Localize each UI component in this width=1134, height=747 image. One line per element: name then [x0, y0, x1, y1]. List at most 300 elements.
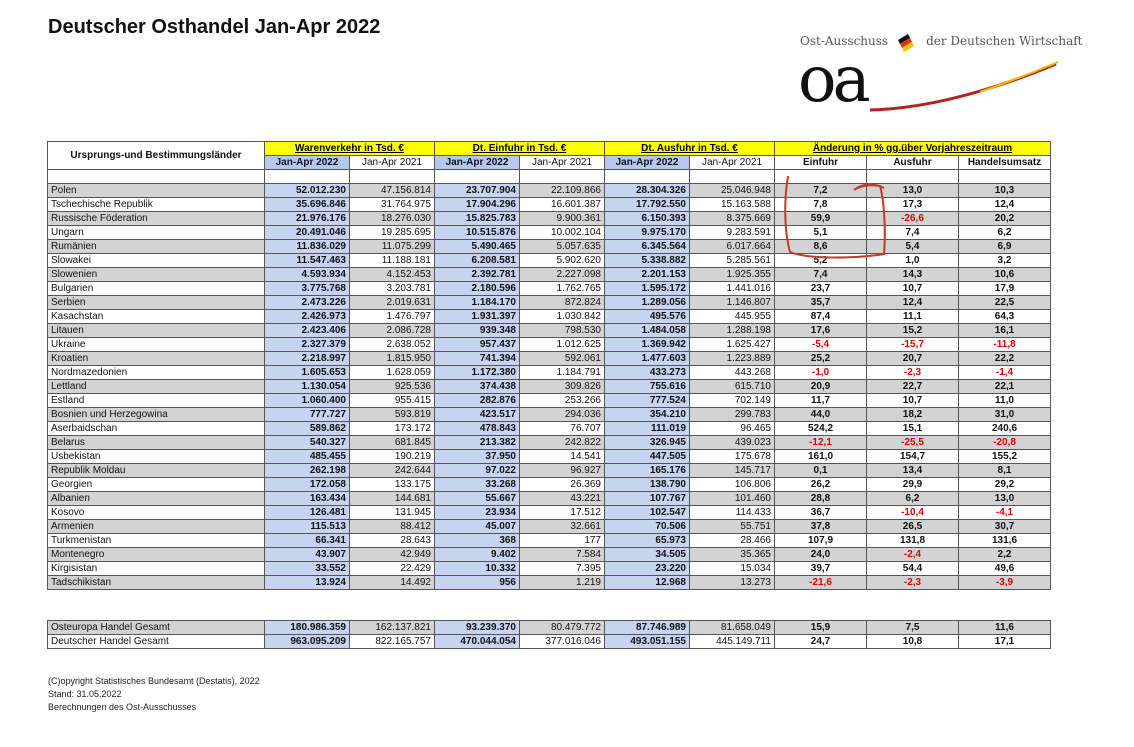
total-cell-2: 470.044.054	[435, 635, 520, 649]
subheader-5: Jan-Apr 2021	[690, 156, 775, 170]
data-cell-1: 2.086.728	[350, 324, 435, 338]
data-cell-7: 10,7	[867, 394, 959, 408]
data-cell-2: 5.490.465	[435, 240, 520, 254]
country-name: Russische Föderation	[48, 212, 265, 226]
data-cell-8: 64,3	[959, 310, 1051, 324]
spacer-cell	[605, 170, 690, 184]
data-cell-5: 439.023	[690, 436, 775, 450]
country-name: Bosnien und Herzegowina	[48, 408, 265, 422]
data-cell-6: 7,8	[775, 198, 867, 212]
data-cell-0: 66.341	[265, 534, 350, 548]
data-cell-0: 33.552	[265, 562, 350, 576]
country-name: Kirgisistan	[48, 562, 265, 576]
data-cell-4: 165.176	[605, 464, 690, 478]
spacer-cell	[867, 590, 959, 621]
data-cell-8: -20,8	[959, 436, 1051, 450]
table-row	[48, 492, 1051, 506]
data-cell-4: 495.576	[605, 310, 690, 324]
data-cell-4: 1.289.056	[605, 296, 690, 310]
spacer-cell	[959, 170, 1051, 184]
table-row	[48, 324, 1051, 338]
data-cell-5: 1.288.198	[690, 324, 775, 338]
data-cell-1: 955.415	[350, 394, 435, 408]
data-cell-1: 1.476.797	[350, 310, 435, 324]
data-cell-7: -15,7	[867, 338, 959, 352]
data-cell-7: -26,6	[867, 212, 959, 226]
group-header-einfuhr: Dt. Einfuhr in Tsd. €	[435, 142, 605, 156]
data-cell-5: 101.460	[690, 492, 775, 506]
data-cell-0: 2.426.973	[265, 310, 350, 324]
total-cell-0: 180.986.359	[265, 621, 350, 635]
subheader-2: Jan-Apr 2022	[435, 156, 520, 170]
data-cell-7: -10,4	[867, 506, 959, 520]
data-cell-2: 23.934	[435, 506, 520, 520]
subheader-1: Jan-Apr 2021	[350, 156, 435, 170]
data-cell-6: 24,0	[775, 548, 867, 562]
table-row	[48, 576, 1051, 590]
table-row	[48, 352, 1051, 366]
data-cell-0: 4.593.934	[265, 268, 350, 282]
country-name: Ukraine	[48, 338, 265, 352]
data-cell-7: 29,9	[867, 478, 959, 492]
data-cell-2: 368	[435, 534, 520, 548]
country-name: Kasachstan	[48, 310, 265, 324]
data-cell-0: 1.605.653	[265, 366, 350, 380]
data-cell-0: 3.775.768	[265, 282, 350, 296]
data-cell-0: 13.924	[265, 576, 350, 590]
data-cell-5: 1.625.427	[690, 338, 775, 352]
data-cell-5: 445.955	[690, 310, 775, 324]
data-cell-8: 22,1	[959, 380, 1051, 394]
spacer-cell	[690, 590, 775, 621]
table-row	[48, 548, 1051, 562]
spacer-cell	[48, 590, 265, 621]
data-cell-8: 20,2	[959, 212, 1051, 226]
data-cell-8: 155,2	[959, 450, 1051, 464]
data-cell-7: 13,4	[867, 464, 959, 478]
data-cell-1: 11.188.181	[350, 254, 435, 268]
data-cell-2: 1.184.170	[435, 296, 520, 310]
data-cell-5: 145.717	[690, 464, 775, 478]
data-cell-6: 5,1	[775, 226, 867, 240]
total-cell-8: 17,1	[959, 635, 1051, 649]
data-cell-6: 25,2	[775, 352, 867, 366]
data-cell-7: -2,3	[867, 366, 959, 380]
data-cell-0: 172.058	[265, 478, 350, 492]
data-cell-0: 126.481	[265, 506, 350, 520]
data-cell-7: -2,4	[867, 548, 959, 562]
footer-calc: Berechnungen des Ost-Ausschusses	[48, 702, 197, 712]
data-cell-2: 10.515.876	[435, 226, 520, 240]
data-cell-7: 7,4	[867, 226, 959, 240]
spacer-cell	[775, 590, 867, 621]
data-cell-3: 96.927	[520, 464, 605, 478]
data-cell-7: -2,3	[867, 576, 959, 590]
spacer-cell	[48, 170, 265, 184]
data-cell-1: 42.949	[350, 548, 435, 562]
data-cell-6: 107,9	[775, 534, 867, 548]
data-cell-3: 32.661	[520, 520, 605, 534]
data-cell-3: 43.221	[520, 492, 605, 506]
spacer-cell	[350, 170, 435, 184]
country-name: Tadschikistan	[48, 576, 265, 590]
data-cell-3: 17.512	[520, 506, 605, 520]
data-cell-0: 20.491.046	[265, 226, 350, 240]
data-cell-5: 106.806	[690, 478, 775, 492]
hand-drawn-annotation	[780, 170, 890, 265]
data-cell-2: 2.180.596	[435, 282, 520, 296]
data-cell-2: 1.931.397	[435, 310, 520, 324]
total-cell-8: 11,6	[959, 621, 1051, 635]
data-cell-7: 154,7	[867, 450, 959, 464]
country-name: Lettland	[48, 380, 265, 394]
data-cell-4: 5.338.882	[605, 254, 690, 268]
logo-swoosh-icon	[860, 58, 1060, 118]
group-header-ausfuhr: Dt. Ausfuhr in Tsd. €	[605, 142, 775, 156]
data-cell-3: 10.002.104	[520, 226, 605, 240]
country-name: Republik Moldau	[48, 464, 265, 478]
data-cell-7: 13,0	[867, 184, 959, 198]
data-cell-4: 107.767	[605, 492, 690, 506]
data-cell-8: 2,2	[959, 548, 1051, 562]
total-cell-1: 162.137.821	[350, 621, 435, 635]
data-cell-2: 478.843	[435, 422, 520, 436]
data-cell-8: 49,6	[959, 562, 1051, 576]
data-cell-4: 17.792.550	[605, 198, 690, 212]
data-cell-2: 33.268	[435, 478, 520, 492]
trade-table	[47, 141, 1051, 649]
data-cell-6: 59,9	[775, 212, 867, 226]
data-cell-4: 755.616	[605, 380, 690, 394]
logo-tagline-right: der Deutschen Wirtschaft	[926, 34, 1083, 48]
data-cell-5: 702.149	[690, 394, 775, 408]
country-name: Estland	[48, 394, 265, 408]
table-row	[48, 226, 1051, 240]
table-row	[48, 520, 1051, 534]
data-cell-3: 16.601.387	[520, 198, 605, 212]
data-cell-4: 28.304.326	[605, 184, 690, 198]
data-cell-5: 96.465	[690, 422, 775, 436]
data-cell-2: 957.437	[435, 338, 520, 352]
data-cell-1: 22.429	[350, 562, 435, 576]
table-row	[48, 436, 1051, 450]
table-row	[48, 408, 1051, 422]
data-cell-2: 23.707.904	[435, 184, 520, 198]
data-cell-4: 447.505	[605, 450, 690, 464]
ost-ausschuss-logo	[790, 30, 1090, 120]
total-cell-3: 80.479.772	[520, 621, 605, 635]
spacer-cell	[265, 170, 350, 184]
data-cell-3: 9.900.361	[520, 212, 605, 226]
data-cell-4: 1.595.172	[605, 282, 690, 296]
data-cell-2: 37.950	[435, 450, 520, 464]
subheader-7: Ausfuhr	[867, 156, 959, 170]
spacer-row	[48, 170, 1051, 184]
data-cell-0: 1.130.054	[265, 380, 350, 394]
country-name: Armenien	[48, 520, 265, 534]
data-cell-7: 22,7	[867, 380, 959, 394]
data-cell-0: 115.513	[265, 520, 350, 534]
data-cell-8: 16,1	[959, 324, 1051, 338]
data-cell-4: 6.345.564	[605, 240, 690, 254]
data-cell-1: 131.945	[350, 506, 435, 520]
country-name: Litauen	[48, 324, 265, 338]
data-cell-7: 5,4	[867, 240, 959, 254]
data-cell-0: 2.473.226	[265, 296, 350, 310]
data-cell-4: 1.484.058	[605, 324, 690, 338]
data-cell-1: 28.643	[350, 534, 435, 548]
table-row	[48, 268, 1051, 282]
data-cell-1: 1.628.059	[350, 366, 435, 380]
data-cell-3: 1.030.842	[520, 310, 605, 324]
data-cell-8: 12,4	[959, 198, 1051, 212]
row-header: Ursprungs-und Bestimmungsländer	[48, 142, 265, 170]
total-cell-6: 15,9	[775, 621, 867, 635]
data-cell-3: 14.541	[520, 450, 605, 464]
table-row	[48, 450, 1051, 464]
spacer-cell	[520, 170, 605, 184]
data-cell-8: -1,4	[959, 366, 1051, 380]
data-cell-5: 5.285.561	[690, 254, 775, 268]
country-name: Belarus	[48, 436, 265, 450]
spacer-cell	[435, 170, 520, 184]
page-title: Deutscher Osthandel Jan-Apr 2022	[48, 16, 381, 38]
data-cell-2: 45.007	[435, 520, 520, 534]
table-row	[48, 394, 1051, 408]
data-cell-3: 76.707	[520, 422, 605, 436]
country-name: Montenegro	[48, 548, 265, 562]
data-cell-0: 589.862	[265, 422, 350, 436]
data-cell-1: 133.175	[350, 478, 435, 492]
data-cell-3: 798.530	[520, 324, 605, 338]
data-cell-1: 144.681	[350, 492, 435, 506]
data-cell-3: 2.227.098	[520, 268, 605, 282]
table-row	[48, 254, 1051, 268]
table-row	[48, 366, 1051, 380]
data-cell-2: 939.348	[435, 324, 520, 338]
table-row	[48, 240, 1051, 254]
table-row	[48, 310, 1051, 324]
data-cell-0: 262.198	[265, 464, 350, 478]
data-cell-6: -12,1	[775, 436, 867, 450]
table-row	[48, 478, 1051, 492]
country-name: Deutscher Handel Gesamt	[48, 635, 265, 649]
data-cell-6: 5,2	[775, 254, 867, 268]
data-cell-7: 12,4	[867, 296, 959, 310]
data-cell-0: 52.012.230	[265, 184, 350, 198]
table-row	[48, 464, 1051, 478]
data-cell-8: -4,1	[959, 506, 1051, 520]
data-cell-7: 14,3	[867, 268, 959, 282]
data-cell-2: 956	[435, 576, 520, 590]
data-cell-5: 6.017.664	[690, 240, 775, 254]
country-name: Albanien	[48, 492, 265, 506]
data-cell-2: 2.392.781	[435, 268, 520, 282]
data-cell-7: 17,3	[867, 198, 959, 212]
table-row	[48, 422, 1051, 436]
data-cell-4: 65.973	[605, 534, 690, 548]
data-cell-2: 1.172.380	[435, 366, 520, 380]
data-cell-8: 11,0	[959, 394, 1051, 408]
data-cell-4: 326.945	[605, 436, 690, 450]
table-row	[48, 621, 1051, 635]
data-cell-3: 177	[520, 534, 605, 548]
data-cell-8: 17,9	[959, 282, 1051, 296]
spacer-cell	[350, 590, 435, 621]
data-cell-6: 36,7	[775, 506, 867, 520]
data-cell-6: 35,7	[775, 296, 867, 310]
country-name: Turkmenistan	[48, 534, 265, 548]
data-cell-1: 18.276.030	[350, 212, 435, 226]
data-cell-2: 97.022	[435, 464, 520, 478]
country-name: Usbekistan	[48, 450, 265, 464]
country-name: Polen	[48, 184, 265, 198]
data-cell-1: 19.285.695	[350, 226, 435, 240]
data-cell-4: 6.150.393	[605, 212, 690, 226]
data-cell-2: 15.825.783	[435, 212, 520, 226]
data-cell-4: 34.505	[605, 548, 690, 562]
country-name: Bulgarien	[48, 282, 265, 296]
spacer-cell	[520, 590, 605, 621]
table-row	[48, 562, 1051, 576]
data-cell-4: 138.790	[605, 478, 690, 492]
subheader-0: Jan-Apr 2022	[265, 156, 350, 170]
spacer-cell	[959, 590, 1051, 621]
spacer-cell	[265, 590, 350, 621]
subheader-3: Jan-Apr 2021	[520, 156, 605, 170]
data-cell-0: 43.907	[265, 548, 350, 562]
spacer-cell	[605, 590, 690, 621]
data-cell-3: 1.184.791	[520, 366, 605, 380]
data-cell-5: 28.466	[690, 534, 775, 548]
data-cell-5: 1.223.889	[690, 352, 775, 366]
subheader-8: Handelsumsatz	[959, 156, 1051, 170]
data-cell-0: 1.060.400	[265, 394, 350, 408]
data-cell-6: 17,6	[775, 324, 867, 338]
data-cell-1: 2.638.052	[350, 338, 435, 352]
country-name: Aserbaidschan	[48, 422, 265, 436]
data-cell-0: 485.455	[265, 450, 350, 464]
data-cell-3: 242.822	[520, 436, 605, 450]
data-cell-4: 111.019	[605, 422, 690, 436]
data-cell-4: 1.369.942	[605, 338, 690, 352]
data-cell-7: 18,2	[867, 408, 959, 422]
footer-copyright: (C)opyright Statistisches Bundesamt (Destatis), 2022	[48, 676, 260, 686]
data-cell-6: 26,2	[775, 478, 867, 492]
data-cell-6: 161,0	[775, 450, 867, 464]
data-cell-5: 299.783	[690, 408, 775, 422]
table-row	[48, 198, 1051, 212]
data-cell-2: 282.876	[435, 394, 520, 408]
logo-tagline-left: Ost-Ausschuss	[800, 34, 889, 48]
data-cell-8: 22,2	[959, 352, 1051, 366]
data-cell-6: 37,8	[775, 520, 867, 534]
data-cell-6: -5,4	[775, 338, 867, 352]
data-cell-8: -11,8	[959, 338, 1051, 352]
data-cell-6: 23,7	[775, 282, 867, 296]
spacer-cell	[690, 170, 775, 184]
data-cell-8: 30,7	[959, 520, 1051, 534]
subheader-4: Jan-Apr 2022	[605, 156, 690, 170]
data-cell-0: 21.976.176	[265, 212, 350, 226]
total-cell-1: 822.165.757	[350, 635, 435, 649]
data-cell-7: 15,2	[867, 324, 959, 338]
data-cell-1: 88.412	[350, 520, 435, 534]
data-cell-8: -3,9	[959, 576, 1051, 590]
total-cell-7: 7,5	[867, 621, 959, 635]
subheader-6: Einfuhr	[775, 156, 867, 170]
data-cell-5: 1.146.807	[690, 296, 775, 310]
data-cell-3: 1.762.765	[520, 282, 605, 296]
country-name: Rumänien	[48, 240, 265, 254]
data-cell-7: 131,8	[867, 534, 959, 548]
logo-mark: oa	[798, 43, 867, 117]
data-cell-3: 309.826	[520, 380, 605, 394]
data-cell-0: 2.423.406	[265, 324, 350, 338]
data-cell-5: 175.678	[690, 450, 775, 464]
data-cell-3: 872.824	[520, 296, 605, 310]
total-cell-2: 93.239.370	[435, 621, 520, 635]
total-cell-5: 81.658.049	[690, 621, 775, 635]
group-header-warenverkehr: Warenverkehr in Tsd. €	[265, 142, 435, 156]
data-cell-3: 7.584	[520, 548, 605, 562]
data-cell-4: 12.968	[605, 576, 690, 590]
data-cell-0: 35.696.846	[265, 198, 350, 212]
country-name: Kosovo	[48, 506, 265, 520]
data-cell-1: 925.536	[350, 380, 435, 394]
data-cell-3: 7.395	[520, 562, 605, 576]
data-cell-5: 615.710	[690, 380, 775, 394]
total-cell-4: 493.051.155	[605, 635, 690, 649]
data-cell-1: 11.075.299	[350, 240, 435, 254]
spacer-cell	[435, 590, 520, 621]
data-cell-7: 54,4	[867, 562, 959, 576]
data-cell-0: 11.547.463	[265, 254, 350, 268]
table-row	[48, 506, 1051, 520]
spacer-row	[48, 590, 1051, 621]
total-cell-0: 963.095.209	[265, 635, 350, 649]
country-name: Serbien	[48, 296, 265, 310]
table-row	[48, 212, 1051, 226]
data-cell-8: 240,6	[959, 422, 1051, 436]
data-cell-6: 524,2	[775, 422, 867, 436]
data-cell-6: 44,0	[775, 408, 867, 422]
data-cell-2: 55.667	[435, 492, 520, 506]
data-cell-3: 1.219	[520, 576, 605, 590]
data-cell-5: 15.034	[690, 562, 775, 576]
data-cell-3: 592.061	[520, 352, 605, 366]
data-cell-5: 15.163.588	[690, 198, 775, 212]
data-cell-2: 6.208.581	[435, 254, 520, 268]
flag-stripes-icon	[894, 30, 920, 52]
data-cell-6: 7,4	[775, 268, 867, 282]
data-cell-7: 1,0	[867, 254, 959, 268]
data-cell-7: 6,2	[867, 492, 959, 506]
data-cell-7: 10,7	[867, 282, 959, 296]
country-name: Georgien	[48, 478, 265, 492]
data-cell-5: 443.268	[690, 366, 775, 380]
data-cell-1: 3.203.781	[350, 282, 435, 296]
data-cell-0: 163.434	[265, 492, 350, 506]
data-cell-7: 20,7	[867, 352, 959, 366]
total-cell-6: 24,7	[775, 635, 867, 649]
data-cell-3: 5.902.620	[520, 254, 605, 268]
data-cell-5: 25.046.948	[690, 184, 775, 198]
data-cell-3: 253.266	[520, 394, 605, 408]
data-cell-0: 11.836.029	[265, 240, 350, 254]
data-cell-1: 242.644	[350, 464, 435, 478]
data-cell-5: 8.375.669	[690, 212, 775, 226]
